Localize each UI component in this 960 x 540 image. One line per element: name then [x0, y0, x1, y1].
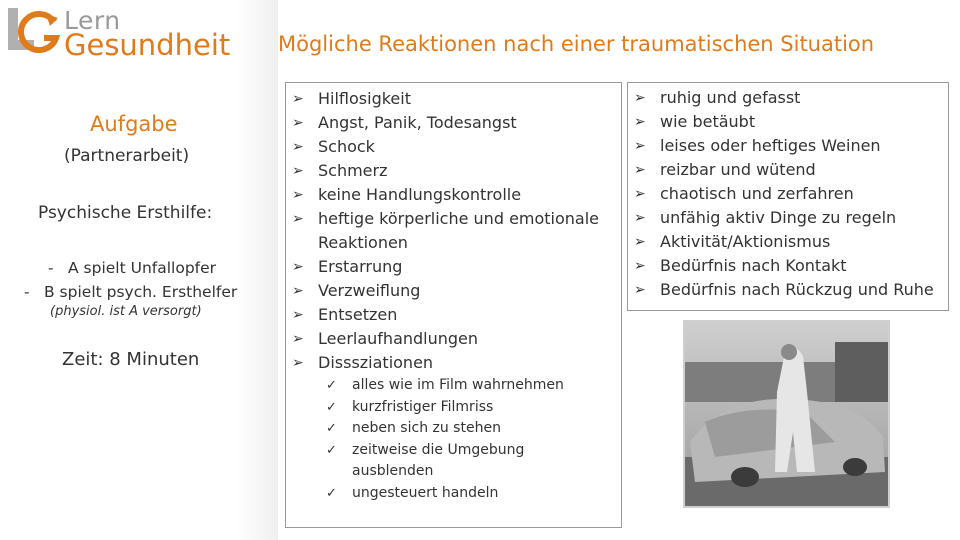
list-item: [630, 158, 948, 182]
accident-photo: [683, 320, 890, 508]
arrow-bullet-icon: ➢: [292, 139, 304, 155]
reactions-box-1: [285, 82, 622, 528]
role-text: A spielt Unfallopfer: [68, 259, 217, 277]
list-item-text: Hilflosigkeit: [318, 89, 411, 108]
list-item: [288, 135, 618, 159]
task-topic: Psychische Ersthilfe:: [38, 203, 213, 223]
list-item-text: Leerlaufhandlungen: [318, 329, 479, 348]
list-item-text: keine Handlungskontrolle: [318, 185, 522, 204]
list-item-text: Erstarrung: [318, 257, 403, 276]
list-item-text: Bedürfnis nach Kontakt: [660, 256, 847, 275]
task-note: (physiol. ist A versorgt): [50, 304, 202, 319]
arrow-bullet-icon: ➢: [292, 307, 304, 323]
list-item: [288, 207, 618, 255]
role-dash: -: [24, 283, 30, 301]
check-bullet-icon: ✓: [326, 421, 337, 437]
arrow-bullet-icon: ➢: [292, 331, 304, 347]
sublist-item: [320, 375, 610, 397]
arrow-bullet-icon: ➢: [292, 115, 304, 131]
list-item: [288, 327, 618, 351]
list-item: [288, 279, 618, 303]
reactions-box-2: [627, 82, 949, 311]
task-heading: Aufgabe: [90, 112, 178, 136]
list-item-text: Bedürfnis nach Rückzug und Ruhe: [660, 280, 934, 299]
check-bullet-icon: ✓: [326, 442, 337, 458]
task-subheading: (Partnerarbeit): [64, 146, 190, 166]
list-item: [288, 111, 618, 135]
list-item: [630, 134, 948, 158]
check-bullet-icon: ✓: [326, 378, 337, 393]
list-item-text: Angst, Panik, Todesangst: [318, 113, 517, 132]
list-item: [630, 206, 948, 230]
check-bullet-icon: ✓: [326, 399, 337, 415]
arrow-bullet-icon: ➢: [292, 355, 304, 371]
arrow-bullet-icon: ➢: [292, 163, 304, 179]
arrow-bullet-icon: ➢: [634, 138, 646, 154]
logo-text-gesundheit: Gesundheit: [64, 28, 231, 62]
list-item-text: Entsetzen: [318, 305, 398, 324]
logo: [6, 4, 231, 62]
list-item: [630, 254, 948, 278]
sublist-item-text: ungesteuert handeln: [352, 484, 499, 501]
list-item: [288, 159, 618, 183]
arrow-bullet-icon: ➢: [292, 187, 304, 203]
arrow-bullet-icon: ➢: [634, 90, 646, 106]
role-item: [24, 283, 237, 301]
arrow-bullet-icon: ➢: [634, 114, 646, 130]
list-item-text: unfähig aktiv Dinge zu regeln: [660, 208, 897, 227]
list-item: [288, 183, 618, 207]
sublist-item: [320, 483, 610, 505]
list-item-text: leises oder heftiges Weinen: [660, 136, 881, 155]
list-item-text: Verzweiflung: [318, 281, 421, 300]
arrow-bullet-icon: ➢: [634, 210, 646, 226]
arrow-bullet-icon: ➢: [634, 162, 646, 178]
list-item-text: ruhig und gefasst: [660, 88, 801, 107]
list-item-text: wie betäubt: [660, 112, 756, 131]
list-item: [630, 182, 948, 206]
logo-text-lern: Lern: [64, 6, 121, 35]
dissociation-sublist: [320, 375, 610, 505]
list-item: [288, 303, 618, 327]
arrow-bullet-icon: ➢: [634, 186, 646, 202]
arrow-bullet-icon: ➢: [634, 234, 646, 250]
list-item-text: Schmerz: [318, 161, 388, 180]
role-dash: -: [48, 259, 54, 277]
list-item: [288, 87, 618, 111]
arrow-bullet-icon: ➢: [292, 211, 304, 227]
arrow-bullet-icon: ➢: [292, 283, 304, 299]
sublist-item-text: kurzfristiger Filmriss: [352, 398, 494, 415]
reactions-list-2: [630, 86, 948, 302]
list-item: [630, 278, 948, 302]
arrow-bullet-icon: ➢: [634, 282, 646, 298]
arrow-bullet-icon: ➢: [292, 91, 304, 107]
sublist-item-text: zeitweise die Umgebung ausblenden: [352, 441, 525, 480]
sublist-item: [320, 397, 610, 419]
list-item: [630, 230, 948, 254]
slide-title: Mögliche Reaktionen nach einer traumatischen Situation: [278, 32, 875, 56]
list-item-text: reizbar und wütend: [660, 160, 816, 179]
task-time: Zeit: 8 Minuten: [62, 349, 200, 370]
list-item: [288, 351, 618, 375]
list-item: [288, 255, 618, 279]
arrow-bullet-icon: ➢: [292, 259, 304, 275]
list-item-text: Schock: [318, 137, 375, 156]
list-item: [630, 110, 948, 134]
role-text: B spielt psych. Ersthelfer: [44, 283, 238, 301]
sublist-item: [320, 440, 610, 483]
check-bullet-icon: ✓: [326, 485, 337, 501]
role-item: [48, 259, 216, 277]
accident-scene-image: [685, 322, 888, 506]
list-item-text: heftige körperliche und emotionale Reaktionen: [318, 209, 600, 252]
reactions-list-1: [288, 87, 618, 375]
arrow-bullet-icon: ➢: [634, 258, 646, 274]
list-item-text: Aktivität/Aktionismus: [660, 232, 831, 251]
list-item-text: Disssziationen: [318, 353, 434, 372]
sublist-item: [320, 418, 610, 440]
sublist-item-text: neben sich zu stehen: [352, 420, 501, 437]
sublist-item-text: alles wie im Film wahrnehmen: [352, 377, 564, 393]
logo-mark-icon: [6, 4, 66, 56]
list-item-text: chaotisch und zerfahren: [660, 184, 854, 203]
list-item: [630, 86, 948, 110]
